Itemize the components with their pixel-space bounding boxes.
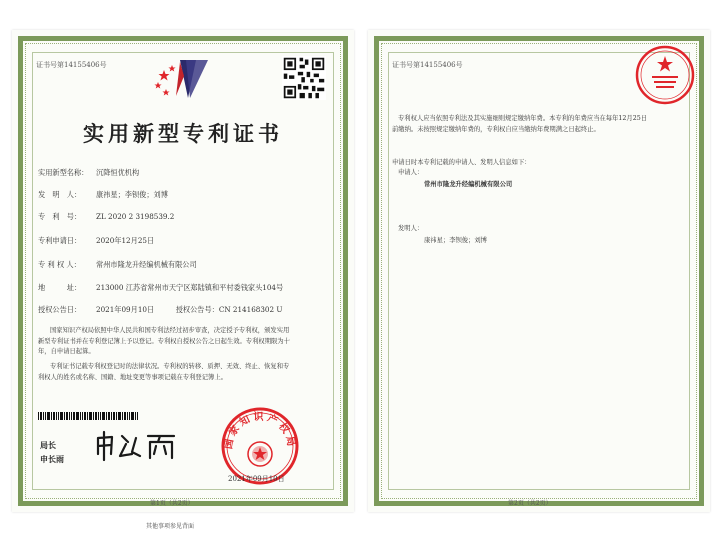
certificate-front-page: [12, 30, 354, 512]
signer-name: 申长雨: [40, 454, 64, 464]
national-emblem-icon: [248, 442, 272, 466]
legal-status-paragraph: 专利证书记载专利权登记时的法律状况。专利权的转移、质押、无效、终止、恢复和专 利权人的姓名或名称、国籍、地址变更等事项记载在专利登记簿上。: [38, 363, 290, 381]
field-address: 地 址： 213000 江苏省常州市天宁区郑陆镇和平村委钱家头104号: [38, 283, 284, 292]
svg-text:国家知识产权局: [221, 410, 298, 450]
field-application-date: 专利申请日： 2020年12月25日: [38, 236, 155, 245]
inventor-value: 康祎星；李钡俊；刘博: [424, 237, 487, 244]
field-inventors: 发 明 人： 康祎星；李钡俊；刘博: [38, 190, 168, 199]
field-patentee: 专 利 权 人： 常州市隆龙升经编机械有限公司: [38, 260, 197, 269]
barcode-icon: [38, 412, 138, 420]
inventor-label: 发明人：: [398, 225, 424, 232]
grant-paragraph: 国家知识产权局依照中华人民共和国专利法经过初步审查，决定授予专利权，颁发实用 新型专利证书并在专利登记簿上予以登记。专利权自授权公告之日起生效。专利权期限为十 年，自申请日起算。: [38, 327, 290, 355]
applicant-label: 申请人：: [398, 169, 424, 176]
change-heading: 申请日时本专利记载的申请人、发明人信息如下：: [392, 159, 531, 166]
page-number: 第1页（共2页）: [150, 500, 194, 507]
handwritten-signature: [92, 428, 180, 462]
certificate-number-back: 证书号第14155406号: [392, 61, 463, 69]
seal-text: 国家知识产权局: [223, 412, 297, 451]
applicant-value: 常州市隆龙升经编机械有限公司: [424, 181, 513, 188]
field-patent-number: 专 利 号： ZL 2020 2 3198539.2: [38, 212, 175, 221]
annual-fee-paragraph: 专利权人应当依照专利法及其实施细则规定缴纳年费。本专利的年费应当在每年12月25日 前缴纳。未按照规定缴纳年费的，专利权自应当缴纳年费期满之日起终止。: [392, 115, 648, 133]
field-grant-date: 授权公告日： 2021年09月10日 授权公告号：CN 214168302 U: [38, 305, 283, 314]
seal-date: 2021年09月10日: [228, 475, 285, 483]
footnote: 其他事项参见背面: [146, 523, 195, 530]
certificate-number: 证书号第14155406号: [36, 61, 107, 69]
page-number-back: 第2页（共2页）: [508, 500, 552, 507]
qr-code-icon: [282, 56, 326, 100]
patent-office-seal: [634, 44, 696, 106]
field-utility-model-name: 实用新型名称： 沉降恒优机构: [38, 168, 140, 177]
patent-logo-icon: [150, 56, 212, 102]
certificate-title: 实用新型专利证书: [83, 121, 283, 146]
signer-role: 局长: [40, 440, 56, 450]
